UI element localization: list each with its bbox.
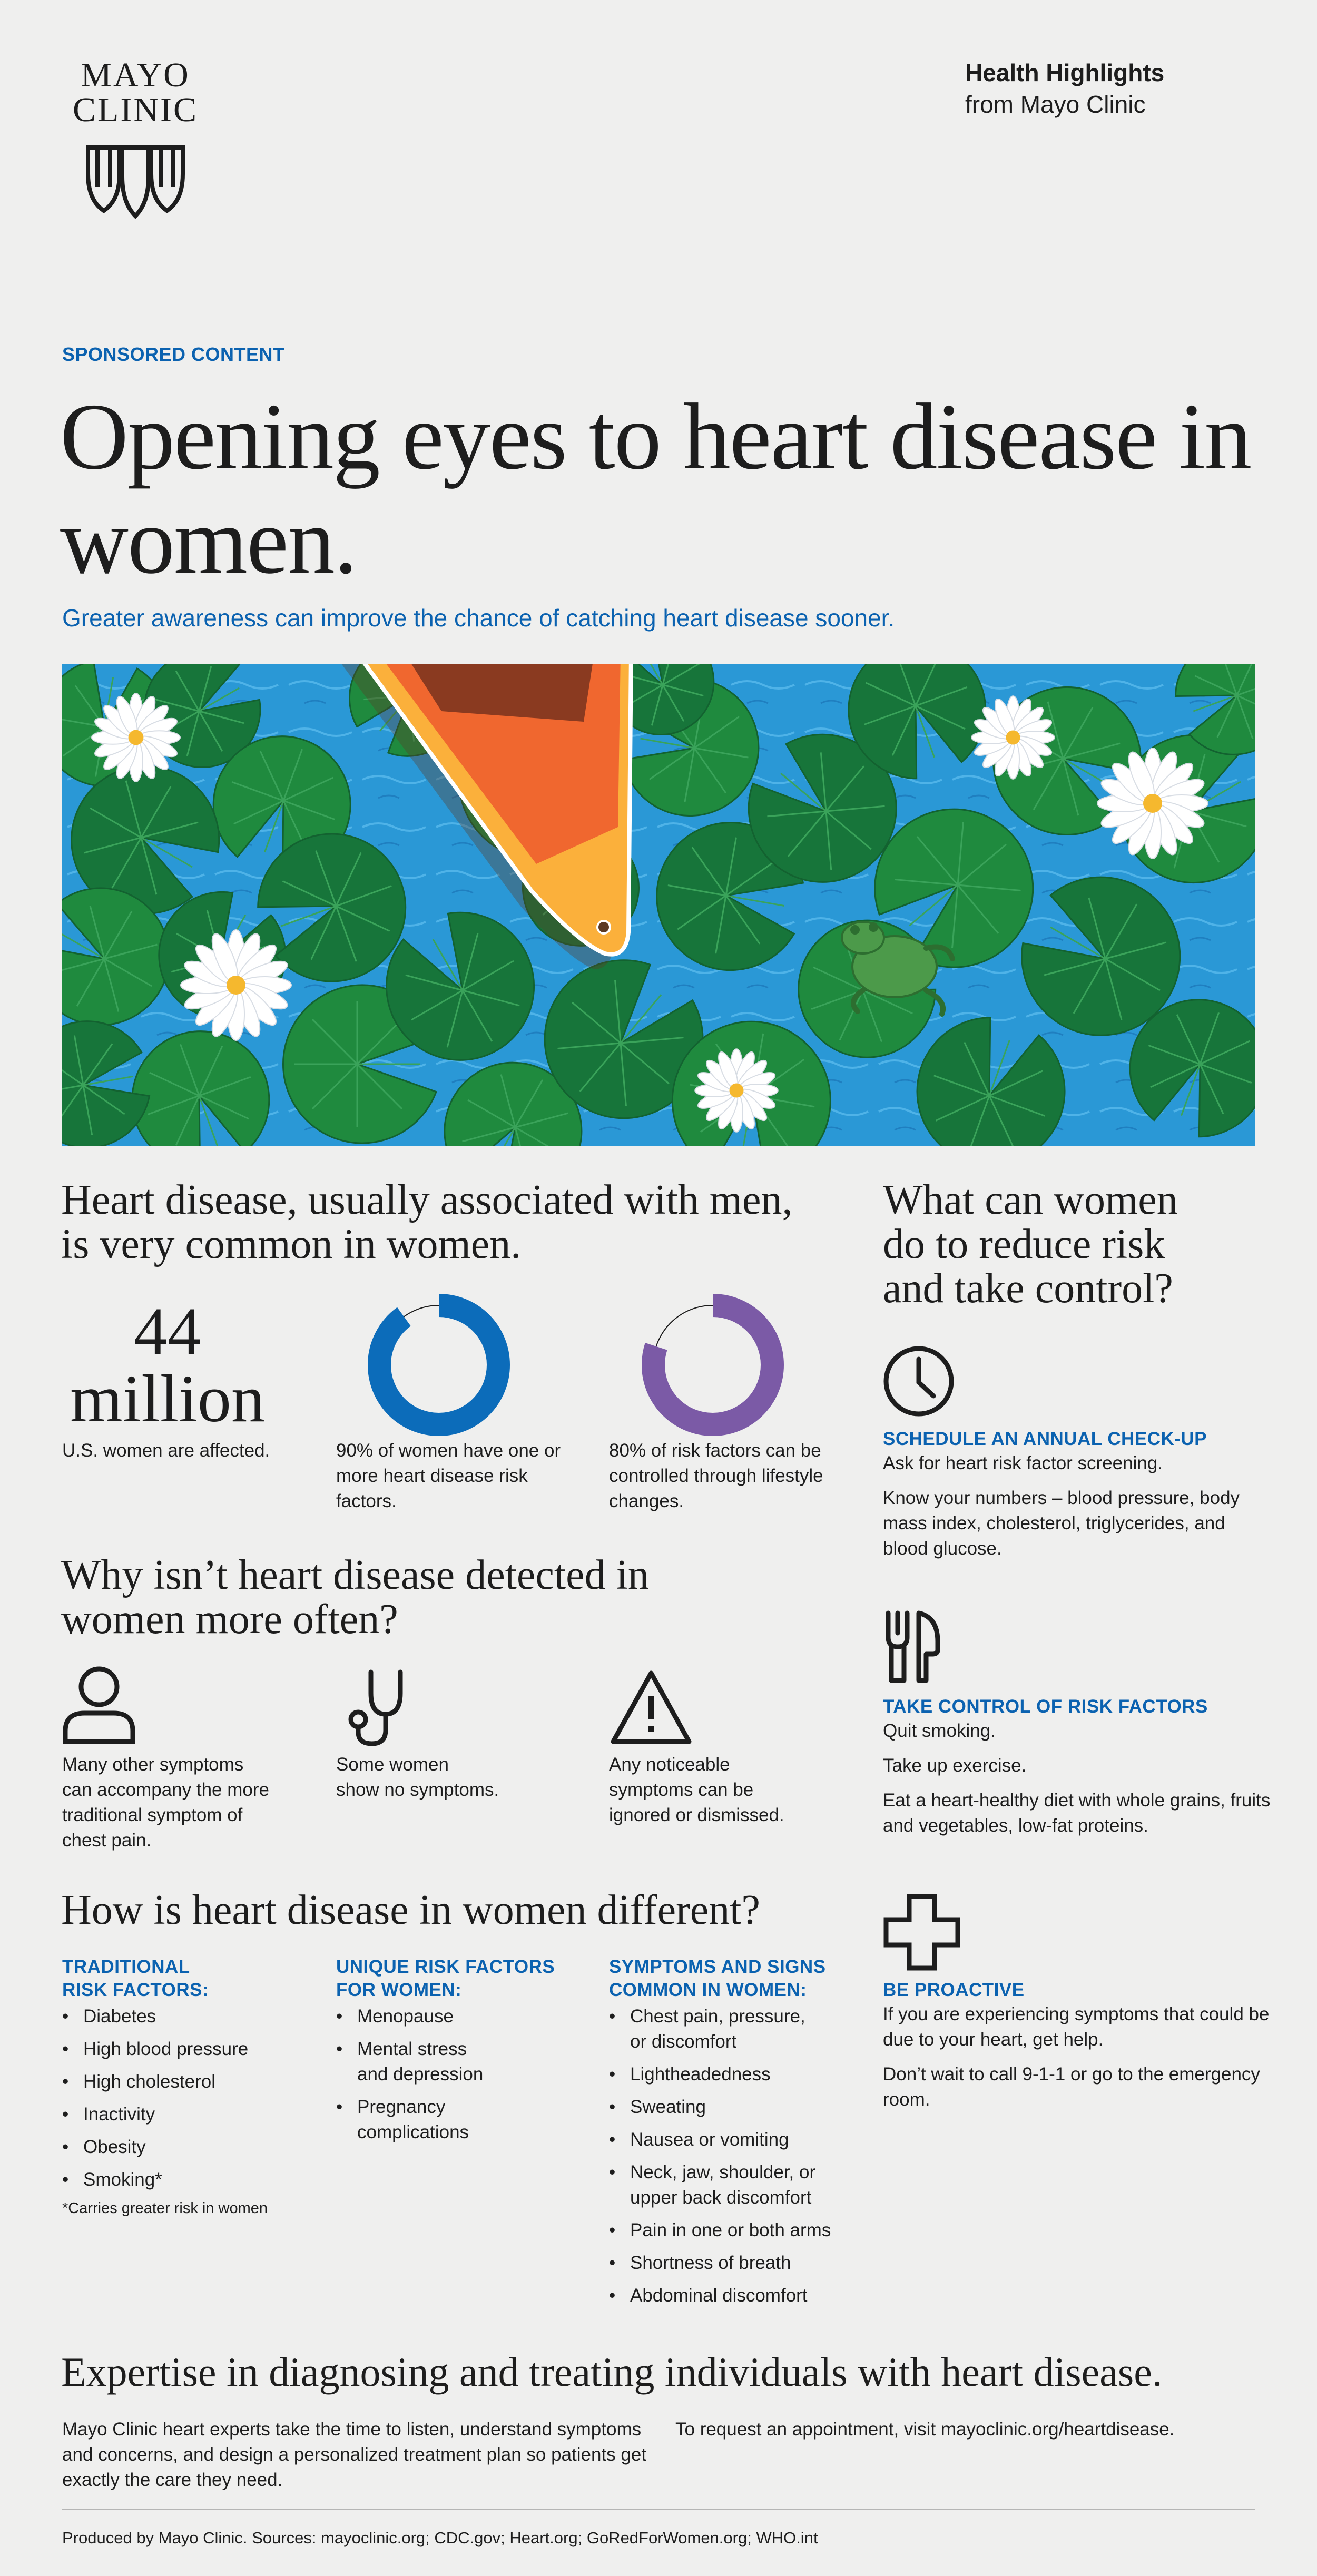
list-item: • Shortness of breath (609, 2250, 883, 2276)
col3-list (609, 2004, 883, 2308)
list-item: • Smoking* (62, 2167, 315, 2192)
checkup-p1: Ask for heart risk factor screening. (883, 1453, 1163, 1473)
stat-80-caption: 80% of risk factors can be controlled through lifestyle changes. (609, 1440, 823, 1511)
list-item: • Sweating (609, 2095, 883, 2120)
why-item-2: Some women show no symptoms. (336, 1754, 499, 1800)
different-heading: How is heart disease in women different? (61, 1887, 760, 1933)
list-item: • Nausea or vomiting (609, 2127, 883, 2152)
water-lily-flower (695, 1049, 778, 1132)
stat-44-unit: million (70, 1361, 265, 1436)
col3-title: SYMPTOMS AND SIGNS COMMON IN WOMEN: (609, 1956, 826, 2000)
checkup-title: SCHEDULE AN ANNUAL CHECK-UP (883, 1429, 1207, 1449)
col1-title: TRADITIONAL RISK FACTORS: (62, 1956, 209, 2000)
water-lily-flower (971, 696, 1055, 779)
logo-wordmark-line2: CLINIC (73, 91, 198, 129)
col2-list (336, 2004, 589, 2145)
traditional-risk-factors (62, 1955, 315, 2217)
expertise-text: Mayo Clinic heart experts take the time to listen, understand symptoms and concerns, and design a personalized treatment plan so patients get exactly the care they need. (62, 2419, 647, 2490)
mayo-shields-icon (83, 137, 188, 224)
reduce-step-checkup (883, 1428, 1273, 1561)
warning-icon (609, 1669, 693, 1746)
medical-cross-icon (883, 1893, 961, 1971)
list-item: • Diabetes (62, 2004, 315, 2029)
stat-44-caption: U.S. women are affected. (62, 1440, 270, 1461)
person-icon (62, 1665, 136, 1744)
reduce-step-control (883, 1695, 1273, 1838)
water-lily-flower (1097, 748, 1208, 859)
list-item: • Menopause (336, 2004, 589, 2029)
col2-title: UNIQUE RISK FACTORS FOR WOMEN: (336, 1956, 555, 2000)
list-item: • Obesity (62, 2135, 315, 2160)
water-lily-flower (92, 693, 180, 782)
subheadline: Greater awareness can improve the chance of catching heart disease sooner. (62, 604, 895, 632)
why-item-3: Any noticeable symptoms can be ignored or dismissed. (609, 1754, 784, 1825)
list-item: • Neck, jaw, shoulder, or upper back discomfort (609, 2160, 883, 2210)
proactive-p1: If you are experiencing symptoms that could be due to your heart, get help. (883, 2004, 1270, 2050)
list-item: • Mental stress and depression (336, 2037, 589, 2087)
control-p2: Take up exercise. (883, 1755, 1027, 1776)
proactive-p2: Don’t wait to call 9-1-1 or go to the emergency room. (883, 2064, 1260, 2110)
list-item: • Pregnancy complications (336, 2095, 589, 2145)
list-item: • Abdominal discomfort (609, 2283, 883, 2308)
list-item: • Lightheadedness (609, 2062, 883, 2087)
why-item-1: Many other symptoms can accompany the more traditional symptom of chest pain. (62, 1754, 269, 1851)
col1-footnote: *Carries greater risk in women (62, 2200, 268, 2217)
unique-risk-factors (336, 1955, 589, 2152)
stat-44-number: 44 (134, 1294, 201, 1369)
stat-90-caption: 90% of women have one or more heart disease risk factors. (336, 1440, 561, 1511)
tagline-text: from Mayo Clinic (965, 91, 1146, 118)
stat-90-donut (368, 1294, 510, 1436)
stethoscope-icon (335, 1669, 404, 1748)
mayo-logo[interactable] (59, 57, 212, 225)
sponsored-label: SPONSORED CONTENT (62, 343, 285, 365)
control-p1: Quit smoking. (883, 1720, 996, 1741)
appointment-text: To request an appointment, visit mayoclinic.org/heartdisease. (675, 2419, 1175, 2440)
footer-divider (62, 2509, 1255, 2510)
list-item: • Inactivity (62, 2102, 315, 2127)
col1-list (62, 2004, 315, 2192)
fork-knife-icon (884, 1610, 942, 1684)
logo-wordmark-line1: MAYO (81, 56, 190, 94)
clock-icon (883, 1345, 955, 1417)
reduce-step-proactive (883, 1979, 1273, 2112)
control-title: TAKE CONTROL OF RISK FACTORS (883, 1696, 1208, 1717)
symptoms-in-women (609, 1955, 883, 2316)
health-highlights-tagline (965, 57, 1164, 120)
why-heading: Why isn’t heart disease detected in women more often? (61, 1552, 649, 1643)
reduce-heading: What can women do to reduce risk and take control? (883, 1177, 1178, 1312)
expertise-heading: Expertise in diagnosing and treating individuals with heart disease. (61, 2349, 1163, 2395)
control-p3: Eat a heart-healthy diet with whole grains, fruits and vegetables, low-fat proteins. (883, 1790, 1271, 1836)
water-lily-flower (181, 930, 291, 1040)
page-title: Opening eyes to heart disease in women. (60, 384, 1251, 593)
footer-sources: Produced by Mayo Clinic. Sources: mayoclinic.org; CDC.gov; Heart.org; GoRedForWomen.org; WHO.int (62, 2529, 818, 2547)
stat-80-donut (642, 1294, 784, 1436)
list-item: • High cholesterol (62, 2069, 315, 2095)
tagline-bold: Health Highlights (965, 59, 1165, 86)
hero-illustration (62, 664, 1255, 1146)
checkup-p2: Know your numbers – blood pressure, body mass index, cholesterol, triglycerides, and blood glucose. (883, 1488, 1240, 1559)
proactive-title: BE PROACTIVE (883, 1980, 1025, 2000)
common-heading: Heart disease, usually associated with men, is very common in women. (61, 1177, 793, 1267)
list-item: • Pain in one or both arms (609, 2218, 883, 2243)
list-item: • High blood pressure (62, 2037, 315, 2062)
list-item: • Chest pain, pressure, or discomfort (609, 2004, 883, 2054)
